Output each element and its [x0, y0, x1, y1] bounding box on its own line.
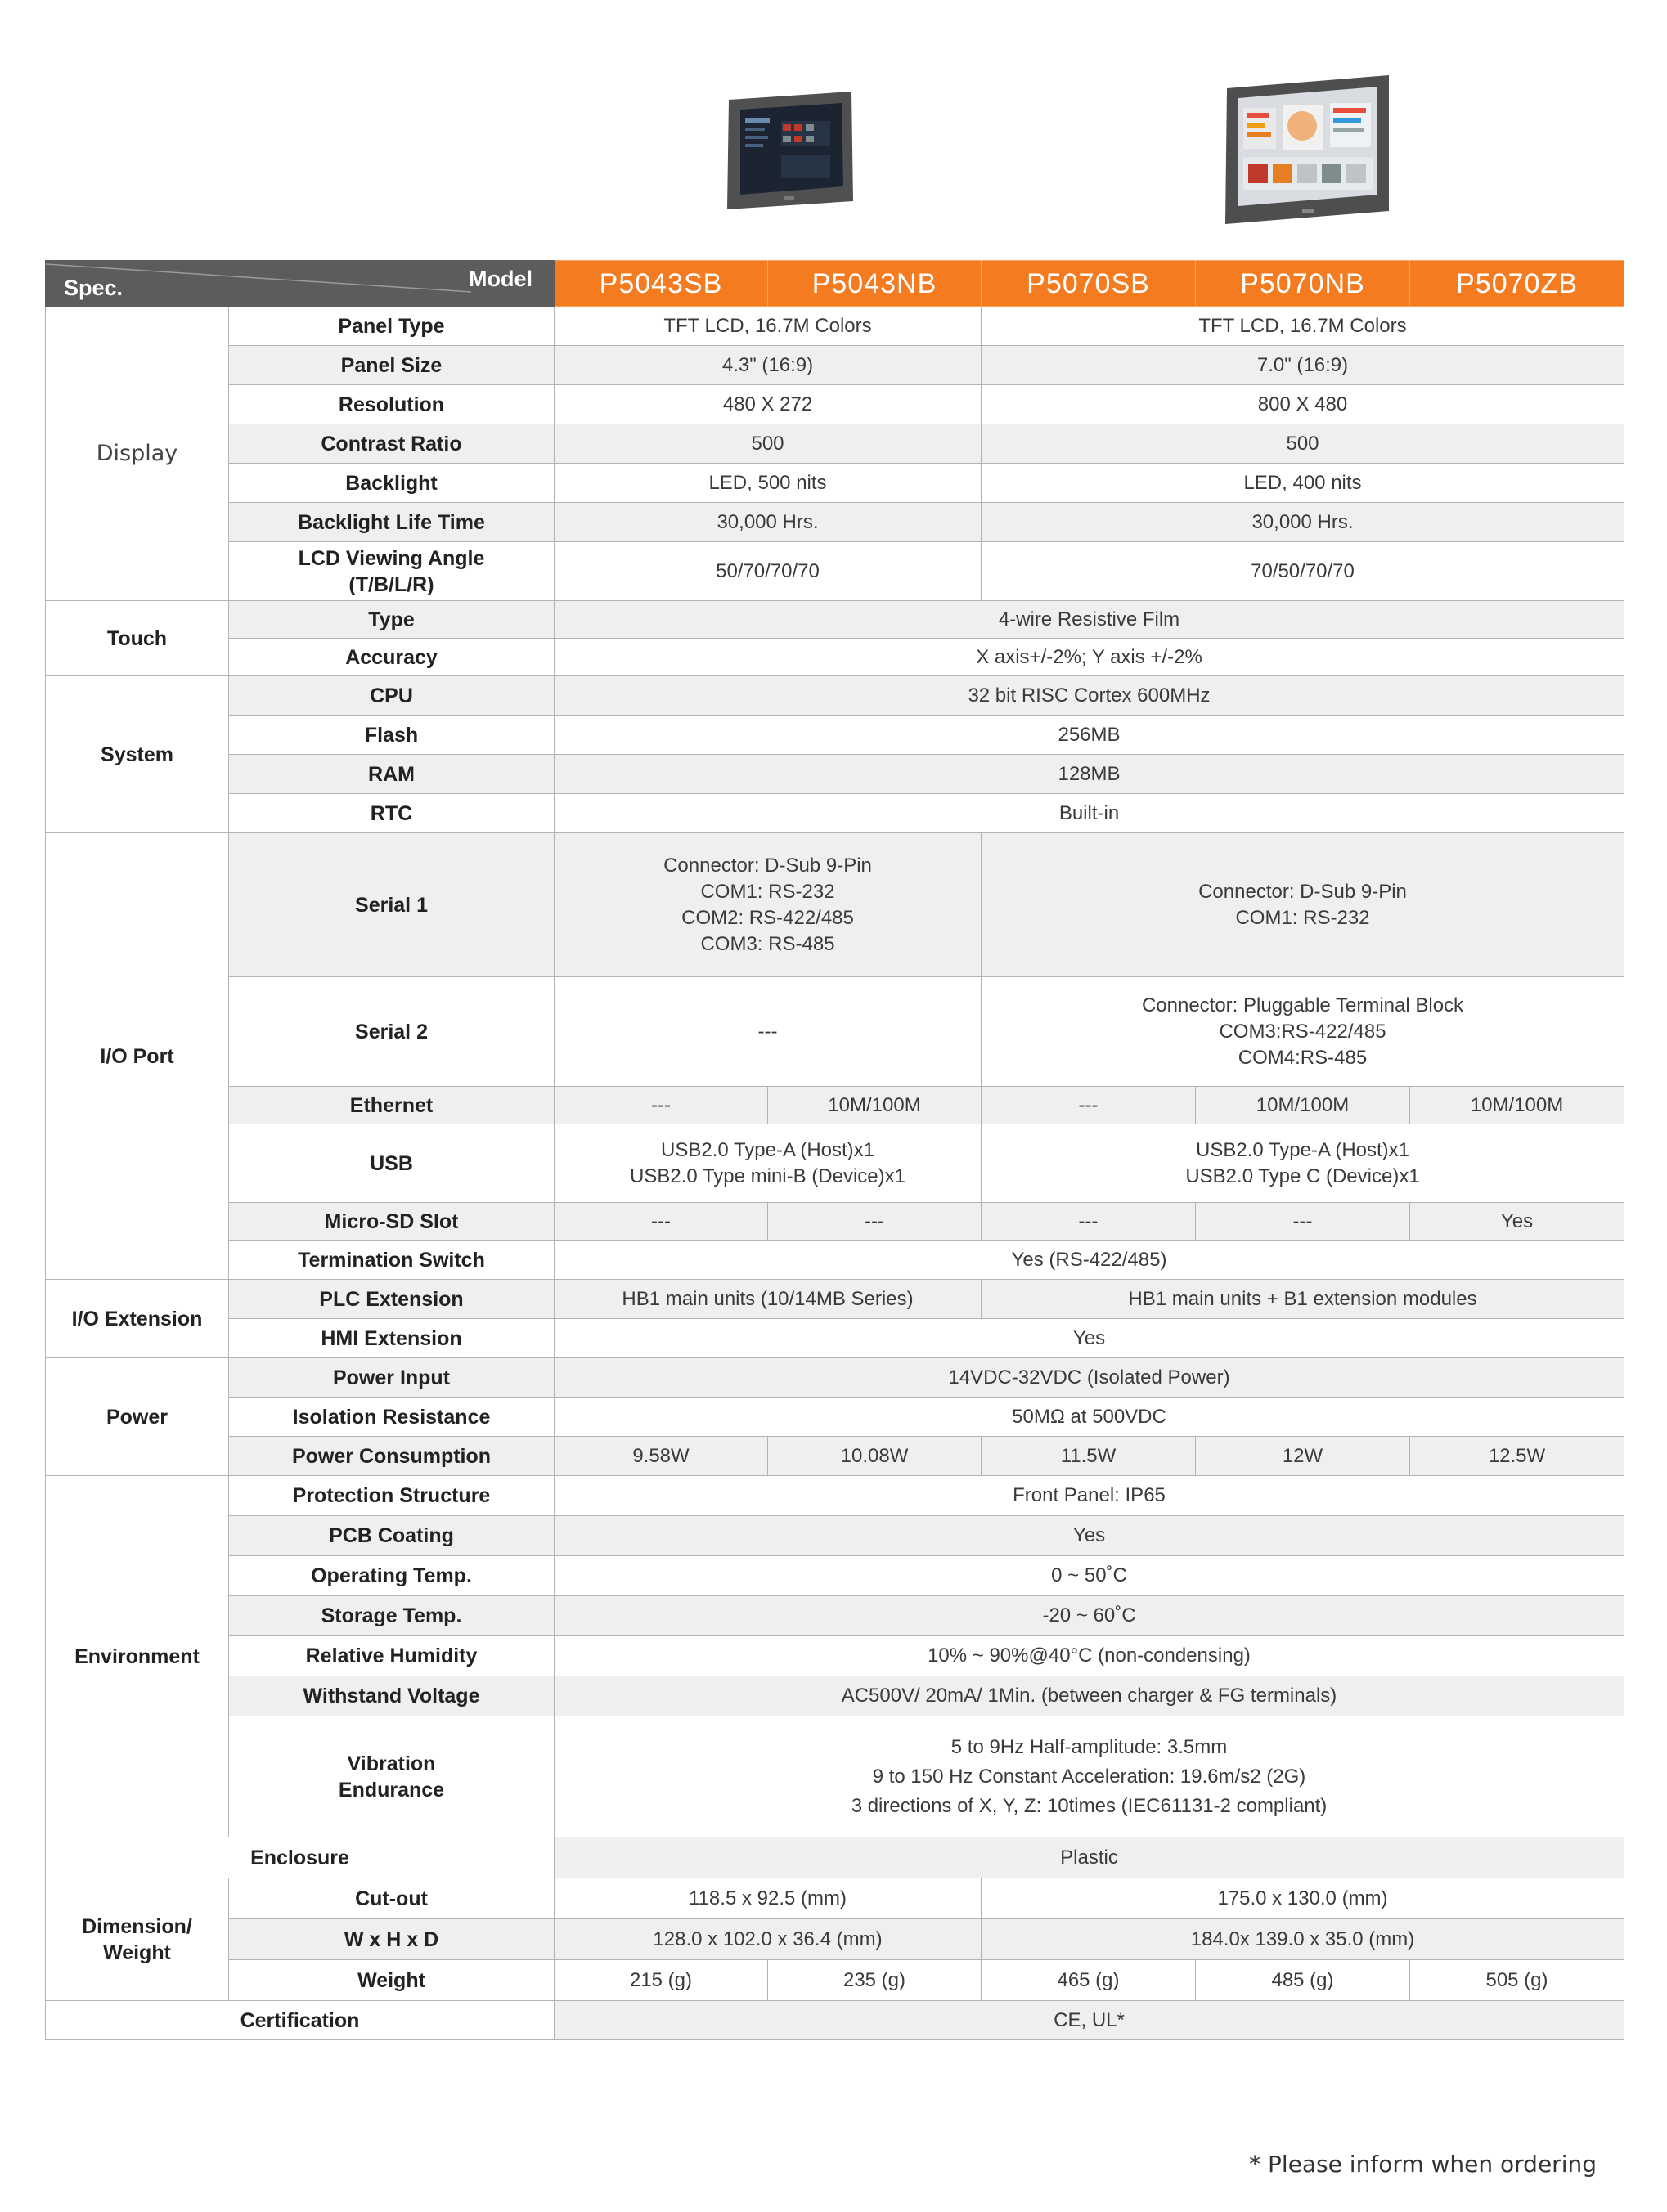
usb-70-line1: USB2.0 Type-A (Host)x1 [1196, 1138, 1409, 1161]
group-environment: Environment [46, 1476, 229, 1837]
usb-43 [555, 1124, 982, 1203]
isolation-value: 50MΩ at 500VDC [555, 1398, 1624, 1437]
serial1-43-line1: Connector: D-Sub 9-Pin [663, 854, 872, 877]
serial1-70-line2: COM1: RS-232 [1235, 906, 1370, 929]
row-label-serial1: Serial 1 [229, 833, 555, 977]
vibration-value [555, 1716, 1624, 1837]
ethernet-p5043sb: --- [555, 1087, 768, 1124]
microsd-p5043nb: --- [768, 1203, 982, 1241]
group-io-extension: I/O Extension [46, 1280, 229, 1358]
row-label-enclosure: Enclosure [46, 1837, 555, 1878]
backlight-life-43: 30,000 Hrs. [555, 503, 982, 542]
row-label-usb: USB [229, 1124, 555, 1203]
row-label-isolation: Isolation Resistance [229, 1398, 555, 1437]
ethernet-p5043nb: 10M/100M [768, 1087, 982, 1124]
withstand-value: AC500V/ 20mA/ 1Min. (between charger & FG terminals) [555, 1676, 1624, 1716]
row-label-weight: Weight [229, 1960, 555, 2001]
serial2-70 [982, 977, 1624, 1087]
row-label-vibration [229, 1716, 555, 1837]
panel-size-70: 7.0" (16:9) [982, 346, 1624, 385]
viewing-angle-43: 50/70/70/70 [555, 542, 982, 601]
row-label-rtc: RTC [229, 794, 555, 833]
backlight-life-70: 30,000 Hrs. [982, 503, 1624, 542]
whd-43: 128.0 x 102.0 x 36.4 (mm) [555, 1919, 982, 1960]
serial1-43 [555, 833, 982, 977]
panel-type-43: TFT LCD, 16.7M Colors [555, 307, 982, 346]
vibration-line3: 3 directions of X, Y, Z: 10times (IEC61131-2 compliant) [851, 1794, 1328, 1817]
serial1-43-line4: COM3: RS-485 [700, 932, 835, 955]
serial1-43-line2: COM1: RS-232 [700, 880, 835, 903]
vibration-line1: 5 to 9Hz Half-amplitude: 3.5mm [950, 1735, 1228, 1758]
weight-p5070sb: 465 (g) [982, 1960, 1196, 2001]
resolution-70: 800 X 480 [982, 385, 1624, 424]
row-label-ethernet: Ethernet [229, 1087, 555, 1124]
hmi-4-3-inch-image [724, 90, 855, 213]
hmi-7-inch-image [1220, 72, 1392, 227]
vibration-line2: 9 to 150 Hz Constant Acceleration: 19.6m/s2 (2G) [872, 1765, 1306, 1788]
microsd-p5070nb: --- [1196, 1203, 1410, 1241]
viewing-angle-label-line2: (T/B/L/R) [348, 572, 434, 596]
serial2-70-line2: COM3:RS-422/485 [1219, 1020, 1386, 1043]
storage-temp-value: -20 ~ 60˚C [555, 1596, 1624, 1636]
row-label-microsd: Micro-SD Slot [229, 1203, 555, 1241]
cpu-value: 32 bit RISC Cortex 600MHz [555, 676, 1624, 716]
row-label-storage-temp: Storage Temp. [229, 1596, 555, 1636]
cutout-43: 118.5 x 92.5 (mm) [555, 1878, 982, 1919]
touch-type-value: 4-wire Resistive Film [555, 601, 1624, 639]
viewing-angle-70: 70/50/70/70 [982, 542, 1624, 601]
row-label-withstand: Withstand Voltage [229, 1676, 555, 1716]
ethernet-p5070sb: --- [982, 1087, 1196, 1124]
spec-model-header [46, 261, 555, 307]
row-label-whd: W x H x D [229, 1919, 555, 1960]
row-label-resolution: Resolution [229, 385, 555, 424]
group-system: System [46, 676, 229, 833]
vibration-label-line2: Endurance [338, 1778, 445, 1801]
usb-70-line2: USB2.0 Type C (Device)x1 [1185, 1164, 1420, 1187]
usb-70 [982, 1124, 1624, 1203]
row-label-touch-type: Type [229, 601, 555, 639]
model-p5070nb: P5070NB [1196, 261, 1410, 307]
power-p5043nb: 10.08W [768, 1437, 982, 1476]
row-label-cutout: Cut-out [229, 1878, 555, 1919]
row-label-operating-temp: Operating Temp. [229, 1556, 555, 1596]
ethernet-p5070nb: 10M/100M [1196, 1087, 1410, 1124]
panel-type-70: TFT LCD, 16.7M Colors [982, 307, 1624, 346]
operating-temp-value: 0 ~ 50˚C [555, 1556, 1624, 1596]
ram-value: 128MB [555, 755, 1624, 794]
panel-size-43: 4.3" (16:9) [555, 346, 982, 385]
row-label-panel-size: Panel Size [229, 346, 555, 385]
model-p5043sb: P5043SB [555, 261, 768, 307]
row-label-ram: RAM [229, 755, 555, 794]
pcb-coating-value: Yes [555, 1516, 1624, 1556]
weight-p5043sb: 215 (g) [555, 1960, 768, 2001]
spec-label: Spec. [64, 276, 124, 300]
model-p5070zb: P5070ZB [1410, 261, 1624, 307]
spec-table [45, 260, 1624, 2040]
microsd-p5070zb: Yes [1410, 1203, 1624, 1241]
group-dimension-weight [46, 1878, 229, 2001]
model-p5070sb: P5070SB [982, 261, 1196, 307]
power-input-value: 14VDC-32VDC (Isolated Power) [555, 1358, 1624, 1398]
viewing-angle-label-line1: LCD Viewing Angle [298, 546, 485, 570]
dimension-label-line2: Weight [103, 1941, 171, 1964]
row-label-contrast: Contrast Ratio [229, 424, 555, 464]
weight-p5070zb: 505 (g) [1410, 1960, 1624, 2001]
row-label-hmi-extension: HMI Extension [229, 1319, 555, 1358]
power-p5043sb: 9.58W [555, 1437, 768, 1476]
group-power: Power [46, 1358, 229, 1476]
power-p5070sb: 11.5W [982, 1437, 1196, 1476]
weight-p5070nb: 485 (g) [1196, 1960, 1410, 2001]
serial2-43: --- [555, 977, 982, 1087]
cutout-70: 175.0 x 130.0 (mm) [982, 1878, 1624, 1919]
contrast-43: 500 [555, 424, 982, 464]
whd-70: 184.0x 139.0 x 35.0 (mm) [982, 1919, 1624, 1960]
microsd-p5070sb: --- [982, 1203, 1196, 1241]
row-label-serial2: Serial 2 [229, 977, 555, 1087]
plc-extension-43: HB1 main units (10/14MB Series) [555, 1280, 982, 1319]
row-label-plc-extension: PLC Extension [229, 1280, 555, 1319]
serial1-70 [982, 833, 1624, 977]
rtc-value: Built-in [555, 794, 1624, 833]
backlight-70: LED, 400 nits [982, 464, 1624, 503]
flash-value: 256MB [555, 716, 1624, 755]
resolution-43: 480 X 272 [555, 385, 982, 424]
enclosure-value: Plastic [555, 1837, 1624, 1878]
microsd-p5043sb: --- [555, 1203, 768, 1241]
row-label-power-input: Power Input [229, 1358, 555, 1398]
usb-43-line2: USB2.0 Type mini-B (Device)x1 [629, 1164, 905, 1187]
row-label-flash: Flash [229, 716, 555, 755]
termination-value: Yes (RS-422/485) [555, 1241, 1624, 1280]
backlight-43: LED, 500 nits [555, 464, 982, 503]
row-label-protection: Protection Structure [229, 1476, 555, 1516]
row-label-humidity: Relative Humidity [229, 1636, 555, 1676]
row-label-viewing-angle [229, 542, 555, 601]
protection-value: Front Panel: IP65 [555, 1476, 1624, 1516]
group-display: Display [46, 307, 229, 601]
humidity-value: 10% ~ 90%@40°C (non-condensing) [555, 1636, 1624, 1676]
model-label: Model [469, 267, 532, 291]
plc-extension-70: HB1 main units + B1 extension modules [982, 1280, 1624, 1319]
row-label-pcb-coating: PCB Coating [229, 1516, 555, 1556]
accuracy-value: X axis+/-2%; Y axis +/-2% [555, 639, 1624, 676]
group-io-port: I/O Port [46, 833, 229, 1280]
group-touch: Touch [46, 601, 229, 676]
model-p5043nb: P5043NB [768, 261, 982, 307]
ethernet-p5070zb: 10M/100M [1410, 1087, 1624, 1124]
power-p5070zb: 12.5W [1410, 1437, 1624, 1476]
row-label-panel-type: Panel Type [229, 307, 555, 346]
serial1-43-line3: COM2: RS-422/485 [681, 906, 854, 929]
ordering-footnote: * Please inform when ordering [1249, 2151, 1597, 2178]
certification-value: CE, UL* [555, 2001, 1624, 2040]
vibration-label-line1: Vibration [347, 1752, 436, 1775]
dimension-label-line1: Dimension/ [82, 1914, 192, 1938]
row-label-accuracy: Accuracy [229, 639, 555, 676]
row-label-certification: Certification [46, 2001, 555, 2040]
serial2-70-line1: Connector: Pluggable Terminal Block [1141, 994, 1464, 1016]
usb-43-line1: USB2.0 Type-A (Host)x1 [661, 1138, 874, 1161]
row-label-termination: Termination Switch [229, 1241, 555, 1280]
row-label-cpu: CPU [229, 676, 555, 716]
row-label-backlight-life: Backlight Life Time [229, 503, 555, 542]
weight-p5043nb: 235 (g) [768, 1960, 982, 2001]
contrast-70: 500 [982, 424, 1624, 464]
serial2-70-line3: COM4:RS-485 [1238, 1046, 1368, 1069]
power-p5070nb: 12W [1196, 1437, 1410, 1476]
row-label-power-consumption: Power Consumption [229, 1437, 555, 1476]
row-label-backlight: Backlight [229, 464, 555, 503]
serial1-70-line1: Connector: D-Sub 9-Pin [1198, 880, 1407, 903]
hmi-extension-value: Yes [555, 1319, 1624, 1358]
